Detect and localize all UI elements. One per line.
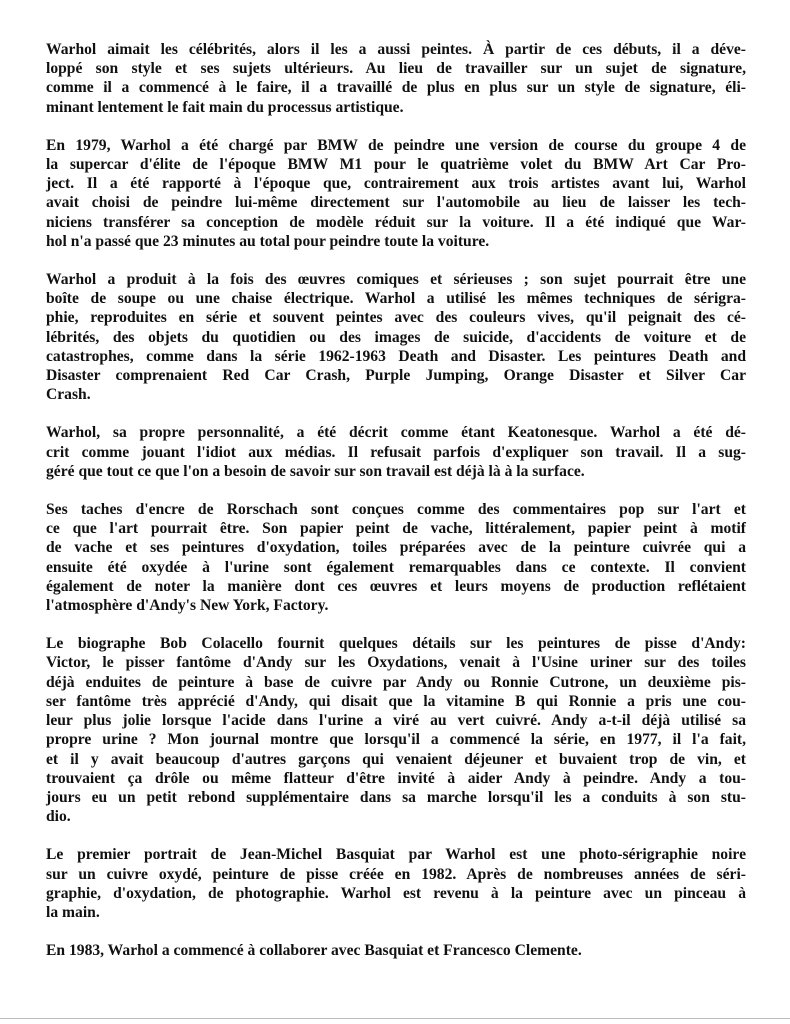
body-text xyxy=(46,40,746,979)
text-line: Victor, le pisser fantôme d'Andy sur les Oxydations, venait à l'Usine uriner sur des toiles xyxy=(46,654,746,672)
text-line: Warhol, sa propre personnalité, a été décrit comme étant Keatonesque. Warhol a été dé- xyxy=(46,424,746,442)
text-line: Le premier portrait de Jean-Michel Basquiat par Warhol est une photo-sérigraphie noire xyxy=(46,846,746,864)
text-line: Warhol a produit à la fois des œuvres comiques et sérieuses ; son sujet pourrait être une xyxy=(46,271,746,289)
text-line: déjà enduites de peinture à base de cuivre par Andy ou Ronnie Cutrone, un deuxième pis- xyxy=(46,673,746,691)
text-line: graphie, d'oxydation, de photographie. Warhol est revenu à la peinture avec un pinceau à xyxy=(46,884,746,902)
text-line: également de noter la manière dont ces œuvres et leurs moyens de production reflétaient xyxy=(46,577,746,595)
text-line: la supercar d'élite de l'époque BMW M1 pour le quatrième volet du BMW Art Car Pro- xyxy=(46,156,746,174)
text-line: Warhol aimait les célébrités, alors il les a aussi peintes. À partir de ces débuts, il a déve- xyxy=(46,41,746,58)
text-line: la main. xyxy=(46,903,100,921)
text-line: trouvaient ça drôle ou même flatteur d'être invité à aider Andy à peindre. Andy a tou- xyxy=(46,769,746,787)
text-line: géré que tout ce que l'on a besoin de savoir sur son travail est déjà là à la surface. xyxy=(46,462,585,480)
text-line: ce que l'art pourrait être. Son papier peint de vache, littéralement, papier peint à motif xyxy=(46,520,746,538)
text-line: ject. Il a été rapporté à l'époque que, contrairement aux trois artistes avant lui, Warhol xyxy=(46,175,746,193)
paragraph-celebrities xyxy=(46,40,746,117)
text-line: niciens transférer sa conception de modèle réduit sur la voiture. Il a été indiqué que War- xyxy=(46,213,746,231)
text-line: leur plus jolie lorsque l'acide dans l'urine a viré au vert cuivré. Andy a-t-il déjà utilisé sa xyxy=(46,712,746,730)
text-line: lébrités, des objets du quotidien ou des images de suicide, d'accidents de voiture et de xyxy=(46,328,746,346)
text-line: loppé son style et ses sujets ultérieurs. Au lieu de travailler sur un sujet de signature, xyxy=(46,60,746,78)
text-line: avait choisi de peindre lui-même directement sur l'automobile au lieu de laisser les tech- xyxy=(46,194,746,212)
page-bottom-rule xyxy=(0,1018,790,1019)
text-line: phie, reproduites en série et souvent peintes avec des couleurs vives, qu'il peignait des cé- xyxy=(46,309,746,327)
text-line: Ses taches d'encre de Rorschach sont conçues comme des commentaires pop sur l'art et xyxy=(46,501,746,519)
text-line: boîte de soupe ou une chaise électrique. Warhol a utilisé les mêmes techniques de sérigra- xyxy=(46,290,746,308)
text-line: hol n'a passé que 23 minutes au total pour peindre toute la voiture. xyxy=(46,232,490,250)
text-line: Le biographe Bob Colacello fournit quelques détails sur les peintures de pisse d'Andy: xyxy=(46,635,746,653)
paragraph-rorschach xyxy=(46,500,746,615)
paragraph-death-and-disaster xyxy=(46,270,746,404)
text-line: de vache et ses peintures d'oxydation, toiles préparées avec de la peinture cuivrée qui a xyxy=(46,539,746,557)
text-line: l'atmosphère d'Andy's New York, Factory. xyxy=(46,597,329,615)
text-line: ser fantôme très apprécié d'Andy, qui disait que la vitamine B qui Ronnie a pris une cou- xyxy=(46,692,746,710)
text-line: comme il a commencé à le faire, il a travaillé de plus en plus sur un style de signature, éli- xyxy=(46,79,746,97)
paragraph-personality xyxy=(46,423,746,481)
text-line: Disaster comprenaient Red Car Crash, Purple Jumping, Orange Disaster et Silver Car xyxy=(46,367,746,385)
text-line: sur un cuivre oxydé, peinture de pisse créée en 1982. Après de nombreuses années de séri- xyxy=(46,865,746,883)
paragraph-collaboration xyxy=(46,941,746,960)
paragraph-basquiat-portrait xyxy=(46,845,746,922)
text-line: ensuite été oxydée à l'urine sont également remarquables dans ce contexte. Il convient xyxy=(46,558,746,576)
text-line: catastrophes, comme dans la série 1962-1963 Death and Disaster. Les peintures Death and xyxy=(46,347,746,365)
text-line: Crash. xyxy=(46,386,91,404)
text-line: jours eu un petit rebond supplémentaire dans sa marche lorsqu'il les a conduits à son stu- xyxy=(46,788,746,806)
text-line: et il y avait beaucoup d'autres garçons qui venaient déjeuner et buvaient trop de vin, et xyxy=(46,750,746,768)
paragraph-colacello xyxy=(46,634,746,826)
paragraph-bmw-art-car xyxy=(46,136,746,251)
text-line: En 1979, Warhol a été chargé par BMW de peindre une version de course du groupe 4 de xyxy=(46,136,746,154)
text-line: En 1983, Warhol a commencé à collaborer avec Basquiat et Francesco Clemente. xyxy=(46,942,582,960)
text-line: minant lentement le fait main du processus artistique. xyxy=(46,98,404,116)
text-line: crit comme jouant l'idiot aux médias. Il refusait parfois d'expliquer son travail. Il a sug- xyxy=(46,443,746,461)
text-line: propre urine ? Mon journal montre que lorsqu'il a commencé la série, en 1977, il l'a fait, xyxy=(46,731,746,749)
text-line: dio. xyxy=(46,808,71,826)
